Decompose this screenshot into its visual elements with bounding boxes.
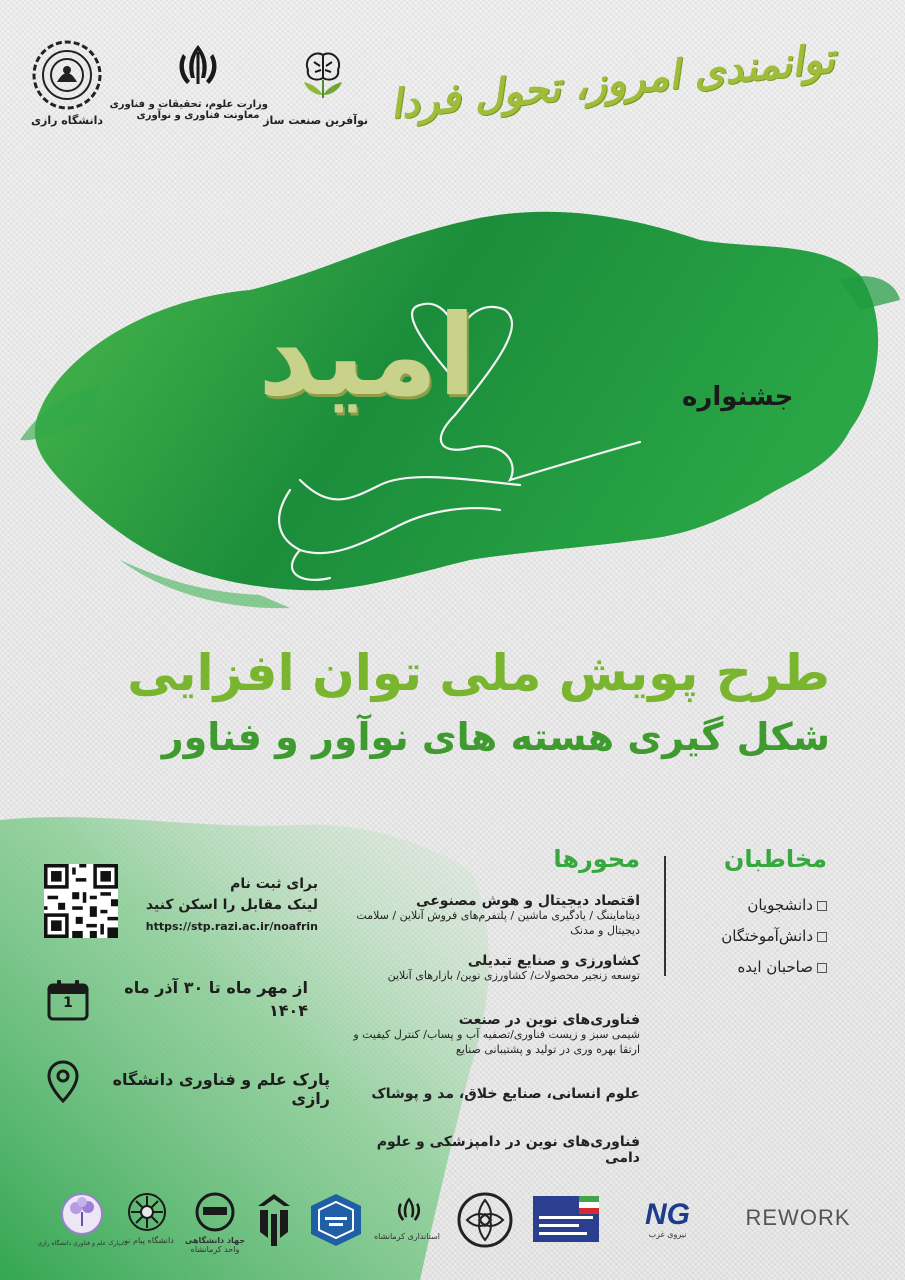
checkbox-square-icon [817, 963, 827, 973]
sponsor-razi-stp [37, 1192, 120, 1247]
audience-item: دانش‌آموختگان [721, 927, 827, 945]
ict-ministry-icon [531, 1194, 601, 1244]
razi-caption: دانشگاه رازی [30, 114, 104, 127]
axis-title: علوم انسانی، صنایع خلاق، مد و پوشاک [371, 1086, 640, 1102]
axis-item [370, 1086, 640, 1102]
audience-item: دانشجویان [747, 896, 827, 914]
sponsor-azad-university [252, 1192, 296, 1252]
municipality-emblem-icon [457, 1192, 513, 1248]
logo-noafarin [263, 40, 368, 127]
axis-item [350, 953, 640, 984]
festival-label: جشنواره [682, 382, 794, 412]
stp-tree-icon [60, 1192, 104, 1236]
slogan [387, 34, 837, 150]
location-pin-icon [46, 1060, 80, 1104]
sponsor-technical-university [305, 1192, 367, 1252]
jahad-sub: واحد کرمانشاه [190, 1245, 240, 1254]
date-line2: ۱۴۰۴ [268, 1001, 308, 1020]
iran-emblem-icon [394, 1194, 424, 1228]
sponsor-kermanshah-municipality [455, 1192, 515, 1252]
payame-noor-icon [127, 1192, 167, 1232]
checkbox-square-icon [817, 932, 827, 942]
registration-line2: لینک مقابل را اسکن کنید [145, 897, 318, 913]
registration-line1: برای ثبت نام [230, 876, 318, 892]
technical-university-icon [307, 1192, 365, 1248]
date-line1: از مهر ماه تا ۳۰ آذر ماه [124, 978, 308, 997]
sponsor-payame-noor [117, 1192, 177, 1245]
axis-item [350, 893, 640, 939]
audience-heading: مخاطبان [723, 845, 827, 873]
jahad-caption: جهاد دانشگاهی [184, 1236, 246, 1245]
logo-razi-university [26, 40, 108, 127]
governorate-caption: استانداری کرمانشاه [373, 1232, 440, 1241]
registration-url[interactable]: https://stp.razi.ac.ir/noafrin [145, 920, 318, 933]
ng-sub: نیروی غرب [648, 1230, 687, 1239]
axis-item [350, 1012, 640, 1058]
axis-desc: شیمی سبز و زیست فناوری/تصفیه آب و پساب/ کنترل کیفیت و ارتقا بهره وری در تولید و پشتیبانی صنایع [353, 1028, 640, 1056]
axis-title: فناوری‌های نوین در صنعت [458, 1012, 640, 1028]
section-divider [664, 856, 666, 976]
sponsor-ict-ministry [530, 1194, 602, 1248]
noafarin-caption: نوآفرین صنعت ساز [263, 114, 368, 127]
axis-desc: دیتامایننگ / یادگیری ماشین / پلتفرم‌های فروش آنلاین / سلامت دیجیتال و مدنک [356, 909, 640, 937]
iran-emblem-icon [173, 40, 223, 95]
ministry-caption-1: وزارت علوم، تحقیقات و فناوری [109, 99, 268, 110]
qr-code-icon[interactable] [44, 864, 118, 938]
sponsor-jahad-daneshgahi [183, 1192, 247, 1254]
sponsor-rework [738, 1205, 858, 1231]
razi-emblem-icon [32, 40, 102, 110]
axis-title: اقتصاد دیجیتال و هوش مصنوعی [416, 893, 640, 909]
stp-caption: پارک علم و فناوری دانشگاه رازی [37, 1240, 120, 1247]
location-text: پارک علم و فناوری دانشگاه رازی [112, 1070, 330, 1108]
axes-heading: محورها [553, 845, 640, 873]
audience-item: صاحبان ایده [737, 958, 827, 976]
axis-title: کشاورزی و صنایع تبدیلی [467, 953, 640, 969]
logo-ministry-science [109, 40, 268, 121]
payame-noor-caption: دانشگاه پیام نور [120, 1236, 174, 1245]
ng-logo: NG [645, 1198, 690, 1231]
rework-logo: REWORK [745, 1205, 851, 1230]
slogan-text: توانمندی امروز، تحول فردا [387, 34, 837, 129]
azad-university-icon [254, 1192, 294, 1248]
festival-name: امید [258, 291, 477, 421]
axis-title: فناوری‌های نوین در دامپزشکی و علوم دامی [376, 1134, 640, 1166]
jahad-emblem-icon [193, 1192, 237, 1232]
calendar-day: 1 [63, 995, 73, 1011]
sub-title: شکل گیری هسته های نوآور و فناور [161, 715, 830, 759]
brain-leaf-icon [288, 40, 358, 110]
axis-item [370, 1134, 640, 1166]
main-title: طرح پویش ملی توان افزایی [127, 644, 830, 702]
sponsor-niroo-gharb [615, 1200, 720, 1239]
sponsor-kermanshah-governorate [373, 1194, 440, 1241]
ministry-caption-2: معاونت فناوری و نوآوری [136, 110, 260, 121]
axis-desc: توسعه زنجیر محصولات/ کشاورزی نوین/ بازارهای آنلاین [387, 969, 640, 982]
checkbox-square-icon [817, 901, 827, 911]
